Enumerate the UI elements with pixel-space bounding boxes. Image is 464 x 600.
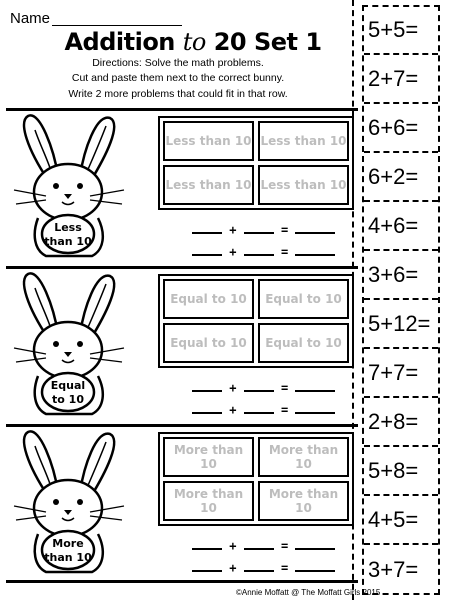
sum-blank[interactable]: [295, 222, 335, 234]
sum-blank[interactable]: [295, 538, 335, 550]
answer-cell[interactable]: More than 10: [258, 437, 349, 477]
cutout-problem[interactable]: 6+2=: [364, 154, 438, 202]
equation-row: [192, 538, 335, 553]
answer-cell[interactable]: Less than 10: [163, 165, 254, 205]
cutout-problem[interactable]: 3+7=: [368, 557, 419, 582]
title-part1: Addition: [64, 28, 175, 56]
cutout-problem[interactable]: 5+8=: [364, 448, 438, 496]
cutout-problem[interactable]: 6+6=: [364, 105, 438, 153]
addend-blank[interactable]: [192, 538, 222, 550]
addend-blank[interactable]: [192, 380, 222, 392]
sum-blank[interactable]: [295, 560, 335, 572]
section-more-than-10: [6, 424, 358, 579]
equation-row: [192, 380, 335, 395]
plus-sign: +: [229, 539, 237, 553]
sum-blank[interactable]: [295, 402, 335, 414]
page-title: [58, 28, 328, 56]
equation-row: [192, 222, 335, 237]
bottom-divider: [6, 580, 358, 583]
cutout-problem[interactable]: 3+6=: [364, 252, 438, 300]
cutout-problem[interactable]: 2+7=: [364, 56, 438, 104]
answer-cell[interactable]: Less than 10: [163, 121, 254, 161]
answer-cell[interactable]: Less than 10: [258, 165, 349, 205]
bunny-label-line-2: than 10: [44, 235, 92, 248]
addend-blank[interactable]: [244, 380, 274, 392]
answer-cell[interactable]: More than 10: [258, 481, 349, 521]
cut-line: [352, 0, 354, 600]
addend-blank[interactable]: [244, 538, 274, 550]
section-equal-to-10: [6, 266, 358, 421]
plus-sign: +: [229, 223, 237, 237]
addend-blank[interactable]: [192, 560, 222, 572]
cutout-problem[interactable]: 2+8=: [364, 399, 438, 447]
bunny-illustration: [10, 110, 128, 260]
equals-sign: =: [280, 561, 289, 575]
addend-blank[interactable]: [192, 222, 222, 234]
bunny-illustration: [10, 426, 128, 576]
equals-sign: =: [280, 381, 289, 395]
title-part2: 20 Set 1: [213, 28, 322, 56]
directions-line-2: Cut and paste them next to the correct bunny.: [71, 72, 285, 84]
answer-grid: [158, 116, 354, 210]
answer-cell[interactable]: Less than 10: [258, 121, 349, 161]
answer-grid: [158, 432, 354, 526]
cutout-column: [362, 5, 440, 595]
plus-sign: +: [229, 245, 237, 259]
equals-sign: =: [280, 539, 289, 553]
answer-cell[interactable]: Equal to 10: [163, 323, 254, 363]
bunny-illustration: [10, 268, 128, 418]
section-less-than-10: [6, 108, 358, 263]
copyright-text: ©Annie Moffatt @ The Moffatt Girls 2015: [236, 588, 381, 597]
addend-blank[interactable]: [244, 560, 274, 572]
bunny-label-line-1: Equal: [50, 379, 86, 392]
plus-sign: +: [229, 403, 237, 417]
sum-blank[interactable]: [295, 244, 335, 256]
equation-row: [192, 402, 335, 417]
answer-cell[interactable]: Equal to 10: [258, 323, 349, 363]
name-label: Name: [10, 10, 51, 27]
cutout-problem[interactable]: 7+7=: [364, 350, 438, 398]
bunny-label-line-1: More: [52, 537, 84, 550]
sum-blank[interactable]: [295, 380, 335, 392]
bunny-label-line-2: to 10: [52, 393, 84, 406]
addend-blank[interactable]: [244, 402, 274, 414]
answer-cell[interactable]: Equal to 10: [163, 279, 254, 319]
addend-blank[interactable]: [192, 244, 222, 256]
title-to: to: [182, 28, 206, 56]
directions-line-3: Write 2 more problems that could fit in that row.: [68, 88, 288, 100]
directions-line-1: Directions: Solve the math problems.: [92, 57, 264, 69]
name-field[interactable]: [52, 25, 182, 26]
equals-sign: =: [280, 245, 289, 259]
equation-row: [192, 244, 335, 259]
addend-blank[interactable]: [192, 402, 222, 414]
addend-blank[interactable]: [244, 222, 274, 234]
bunny-label-line-2: than 10: [44, 551, 92, 564]
answer-cell[interactable]: More than 10: [163, 481, 254, 521]
cutout-problem[interactable]: 4+6=: [364, 203, 438, 251]
cutout-problem[interactable]: 5+5=: [364, 7, 438, 55]
plus-sign: +: [229, 381, 237, 395]
answer-grid: [158, 274, 354, 368]
addend-blank[interactable]: [244, 244, 274, 256]
equals-sign: =: [280, 223, 289, 237]
answer-cell[interactable]: More than 10: [163, 437, 254, 477]
equals-sign: =: [280, 403, 289, 417]
bunny-label-line-1: Less: [54, 221, 82, 234]
equation-row: [192, 560, 335, 575]
cutout-problem[interactable]: 4+5=: [364, 497, 438, 545]
cutout-problem[interactable]: 5+12=: [364, 301, 438, 349]
answer-cell[interactable]: Equal to 10: [258, 279, 349, 319]
plus-sign: +: [229, 561, 237, 575]
